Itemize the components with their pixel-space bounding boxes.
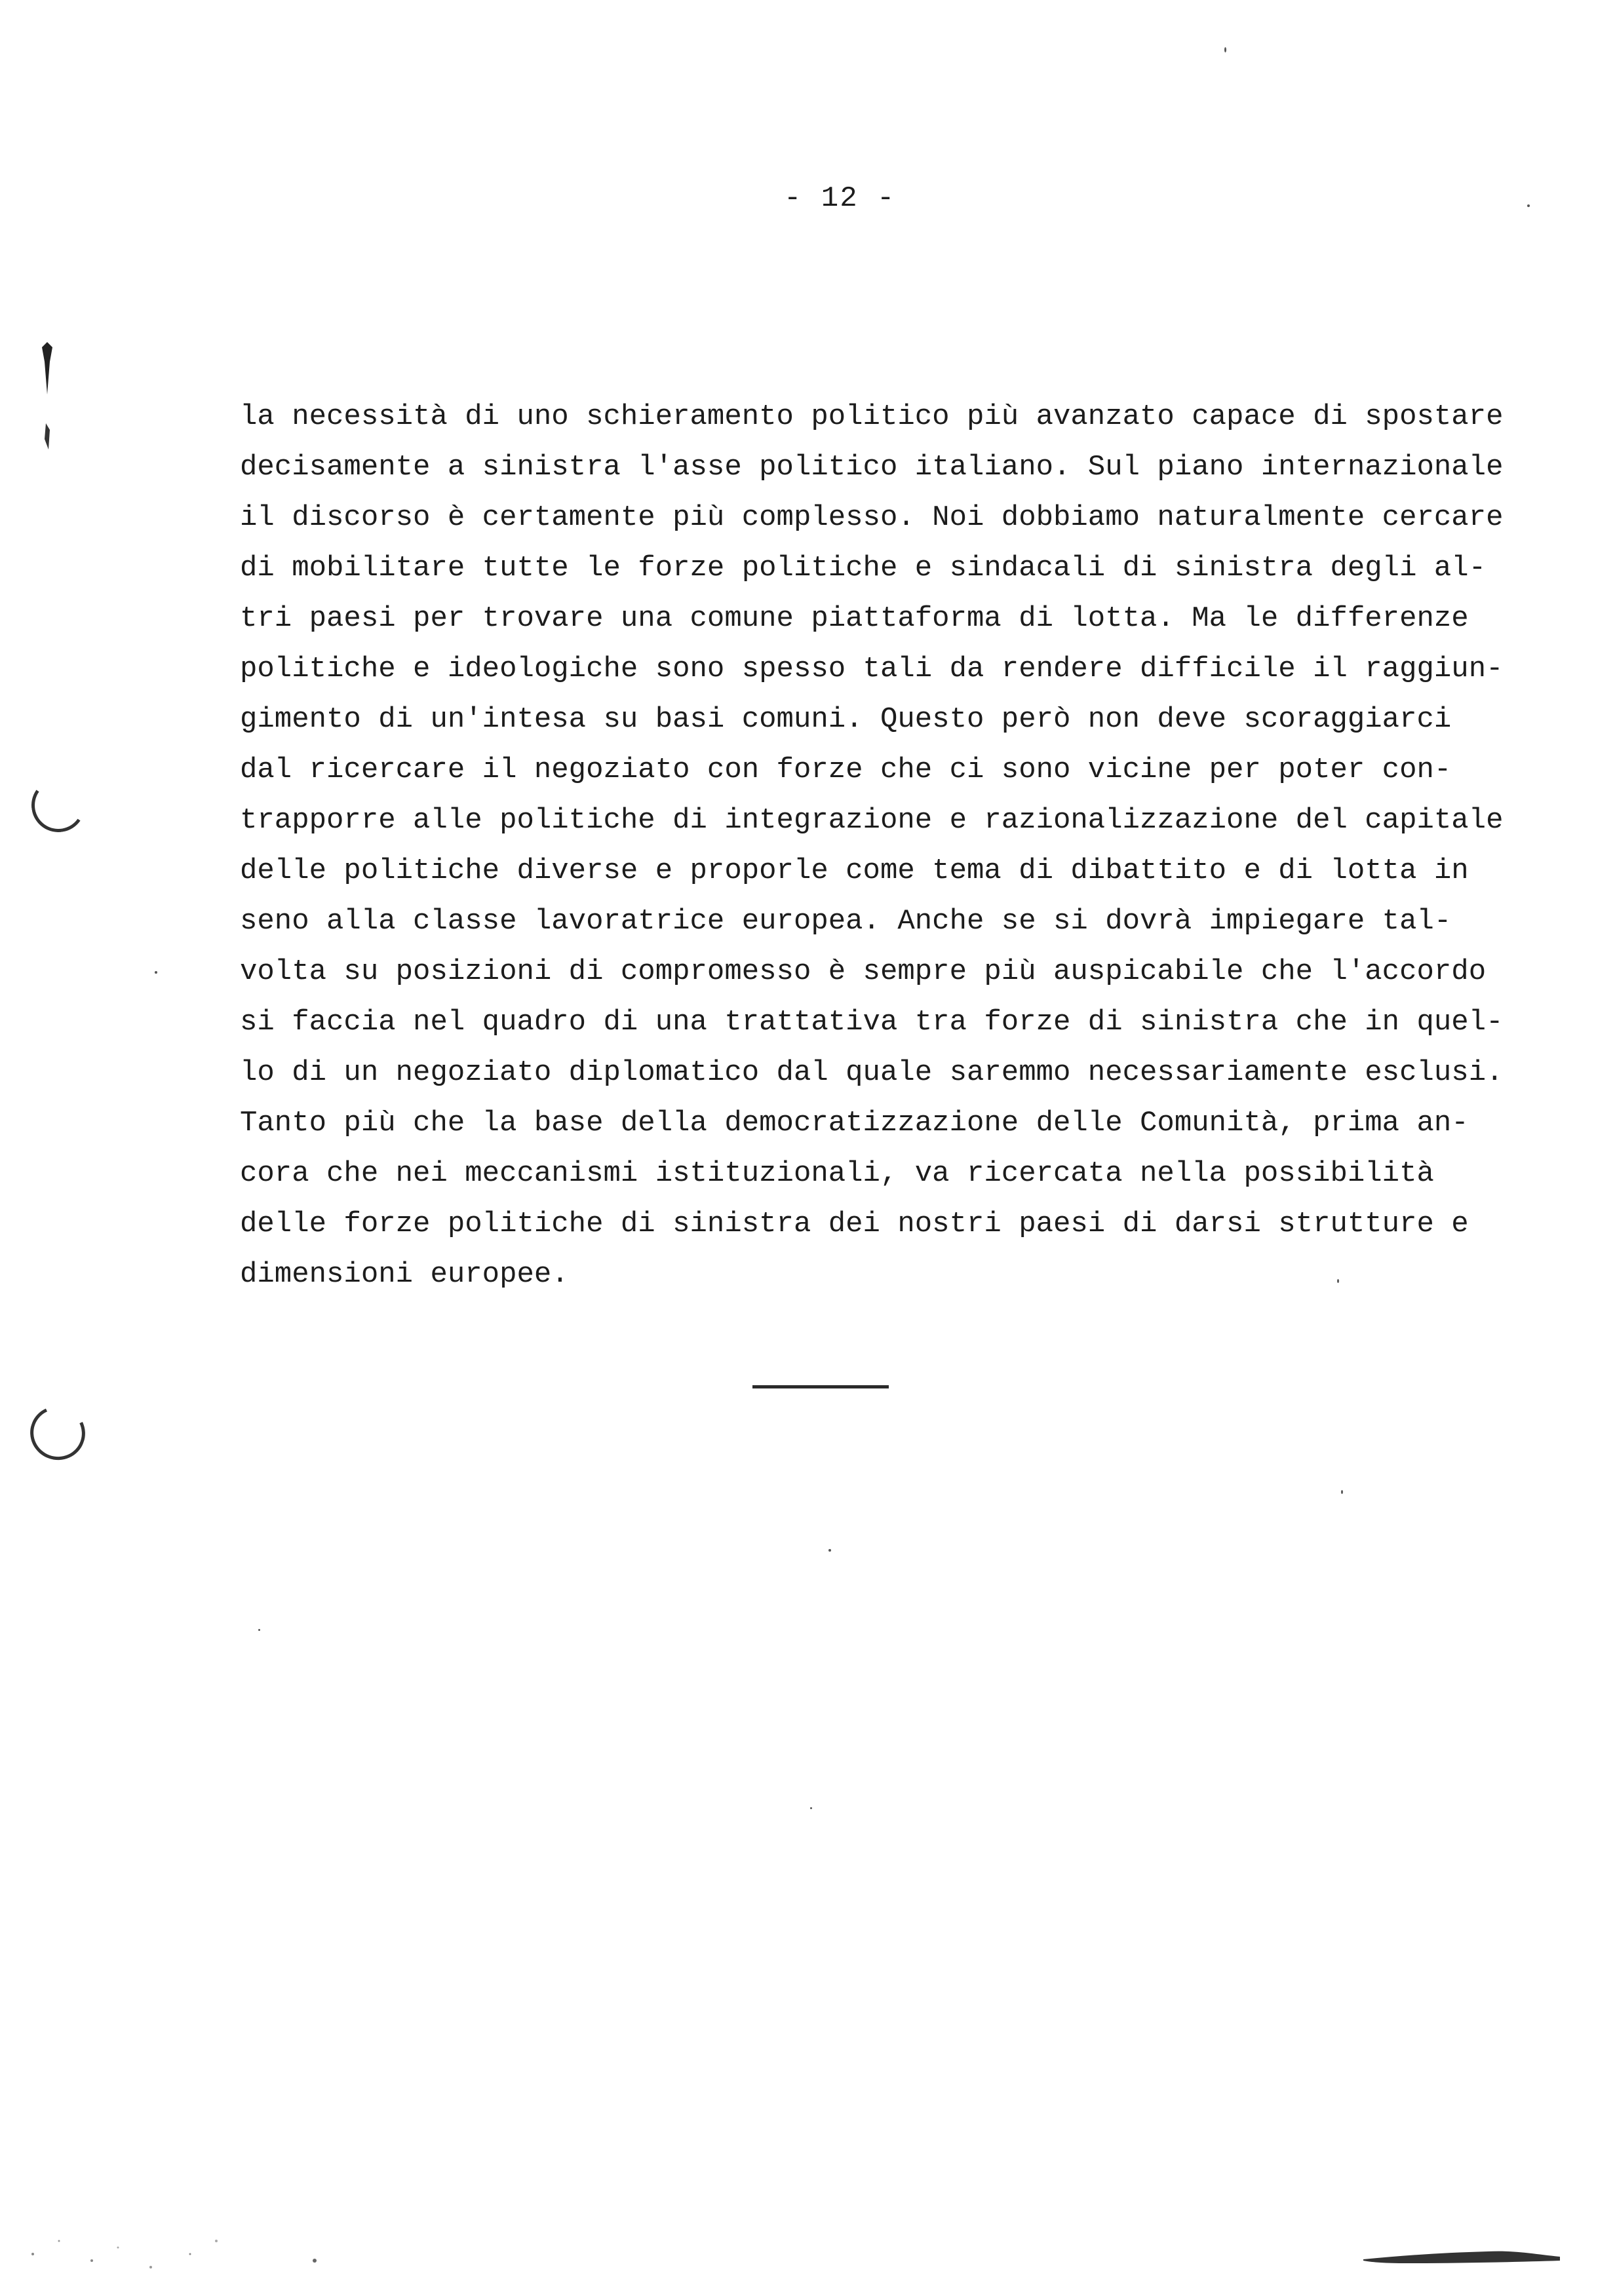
end-of-text-rule — [752, 1385, 889, 1388]
scan-smudge — [1363, 2241, 1560, 2267]
scan-speck — [1337, 1279, 1339, 1283]
page-number: - 12 - — [784, 182, 896, 215]
scan-speck — [155, 971, 157, 974]
scan-dust — [20, 2215, 347, 2280]
text-line: gimento di un'intesa su basi comuni. Questo però non deve scoraggiarci — [240, 703, 1452, 736]
text-line: dal ricercare il negoziato con forze che ci sono vicine per poter con- — [240, 754, 1452, 786]
text-line: lo di un negoziato diplomatico dal quale saremmo necessariamente esclusi. — [240, 1056, 1504, 1089]
text-line: di mobilitare tutte le forze politiche e sindacali di sinistra degli al- — [240, 552, 1487, 584]
scan-speck — [1341, 1490, 1343, 1494]
binder-pin-mark — [39, 342, 55, 394]
body-paragraph — [240, 392, 1525, 1300]
binder-pin-mark-small — [42, 423, 52, 450]
text-line: dimensioni europee. — [240, 1258, 569, 1291]
text-line: si faccia nel quadro di una trattativa tra forze di sinistra che in quel- — [240, 1006, 1504, 1039]
punch-hole-mark — [28, 775, 90, 837]
scan-speck — [810, 1807, 812, 1809]
punch-hole-mark — [23, 1398, 93, 1468]
text-line: delle politiche diverse e proporle come tema di dibattito e di lotta in — [240, 854, 1469, 887]
text-line: delle forze politiche di sinistra dei nostri paesi di darsi strutture e — [240, 1208, 1469, 1240]
text-line: politiche e ideologiche sono spesso tali da rendere difficile il raggiun- — [240, 653, 1504, 685]
text-line: seno alla classe lavoratrice europea. Anche se si dovrà impiegare tal- — [240, 905, 1452, 938]
scan-speck — [258, 1629, 260, 1631]
text-line: cora che nei meccanismi istituzionali, va ricercata nella possibilità — [240, 1157, 1434, 1190]
scan-speck — [1527, 204, 1530, 207]
scan-speck — [828, 1549, 831, 1552]
text-line: la necessità di uno schieramento politico più avanzato capace di spostare — [240, 400, 1504, 433]
text-line: tri paesi per trovare una comune piattaforma di lotta. Ma le differenze — [240, 602, 1469, 635]
text-line: decisamente a sinistra l'asse politico italiano. Sul piano internazionale — [240, 451, 1504, 484]
scan-speck — [1224, 47, 1226, 52]
text-line: trapporre alle politiche di integrazione e razionalizzazione del capitale — [240, 804, 1504, 837]
text-line: Tanto più che la base della democratizzazione delle Comunità, prima an- — [240, 1107, 1469, 1139]
text-line: il discorso è certamente più complesso. Noi dobbiamo naturalmente cercare — [240, 501, 1504, 534]
text-line: volta su posizioni di compromesso è sempre più auspicabile che l'accordo — [240, 955, 1487, 988]
